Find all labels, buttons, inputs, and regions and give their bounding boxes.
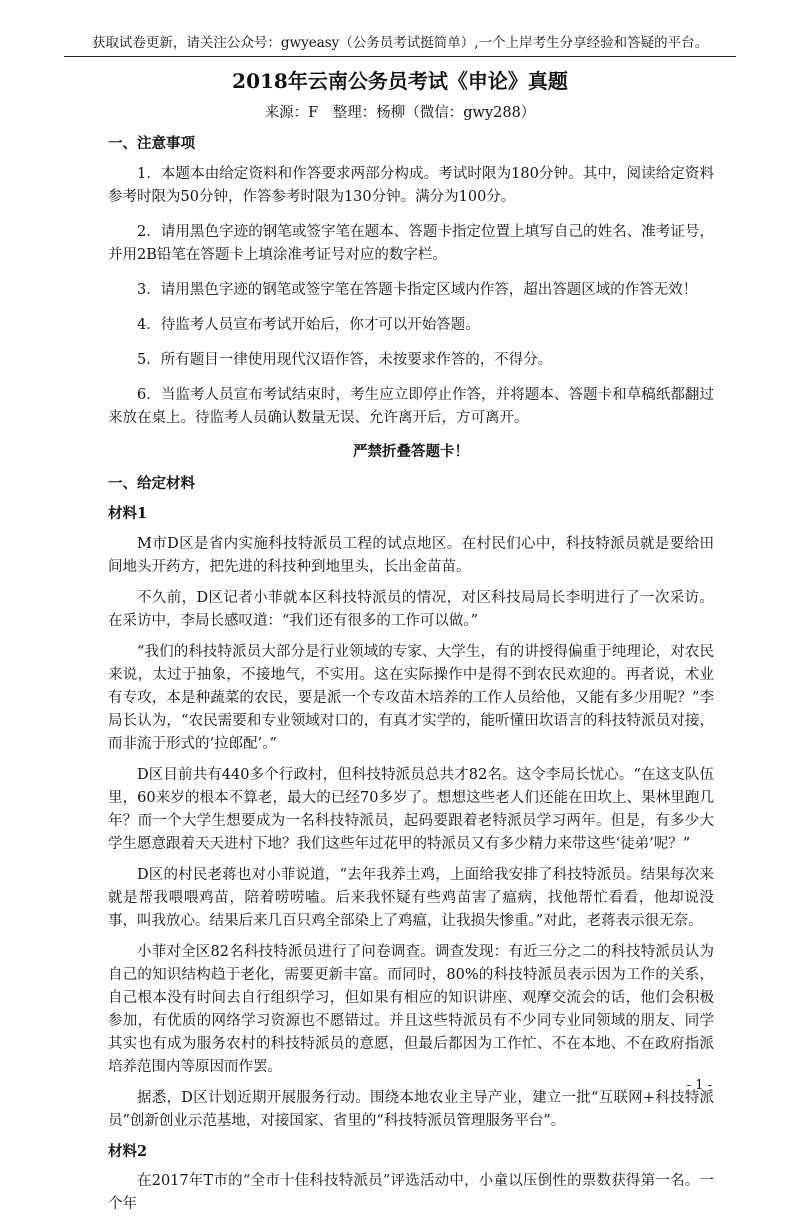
page-header: 获取试卷更新，请关注公众号：gwyeasy（公务员考试挺简单）,一个上岸考生分享经验和答疑的平台。 — [64, 30, 736, 57]
source-line: 来源：F 整理：杨柳（微信：gwy288） — [264, 105, 536, 121]
notice-item-4: 4．待监考人员宣布考试开始后，你才可以开始答题。 — [137, 317, 480, 333]
notice-item-1: 1．本题本由给定资料和作答要求两部分构成。考试时限为180分钟。其中，阅读给定资料参考时限为50分钟，作答参考时限为130分钟。满分为100分。 — [108, 166, 714, 205]
section-heading-materials: 一、给定材料 — [108, 475, 195, 492]
material-1-paragraph: D区的村民老蒋也对小菲说道，“去年我养土鸡，上面给我安排了科技特派员。结果每次来就是帮我喂喂鸡苗，陪着唠唠嗑。后来我怀疑有些鸡苗害了瘟病，找他帮忙看看，他却说没事，叫我放心。结果后来几百只鸡全部染上了鸡瘟，让我损失惨重。”对此，老蒋表示很无奈。 — [108, 867, 714, 929]
section-heading-notice: 一、注意事项 — [108, 135, 195, 152]
page-number: - 1 - — [686, 1078, 712, 1093]
document-body — [108, 130, 714, 1216]
material-1-paragraph: 不久前，D区记者小菲就本区科技特派员的情况，对区科技局局长李明进行了一次采访。在采访中，李局长感叹道：“我们还有很多的工作可以做。” — [108, 590, 714, 629]
material-1-label: 材料1 — [108, 505, 148, 522]
material-2-label: 材料2 — [108, 1143, 148, 1160]
material-1-paragraph: “我们的科技特派员大部分是行业领域的专家、大学生，有的讲授得偏重于纯理论，对农民来说，太过于抽象，不接地气，不实用。这在实际操作中是得不到农民欢迎的。再者说，术业有专攻，本是种蔬菜的农民，要是派一个专攻苗木培养的工作人员给他，又能有多少用呢？”李局长认为，“农民需要和专业领域对口的，有真才实学的，能听懂田坎语言的科技特派员对接，而非流于形式的‘拉郎配’。” — [108, 644, 714, 752]
material-2-paragraph: 在2017年T市的“全市十佳科技特派员”评选活动中，小童以压倒性的票数获得第一名。一个年 — [108, 1173, 714, 1212]
notice-item-6: 6．当监考人员宣布考试结束时，考生应立即停止作答，并将题本、答题卡和草稿纸都翻过来放在桌上。待监考人员确认数量无误、允许离开后，方可离开。 — [108, 387, 714, 426]
material-1-paragraph: 小菲对全区82名科技特派员进行了问卷调查。调查发现：有近三分之二的科技特派员认为自己的知识结构趋于老化，需要更新丰富。而同时，80%的科技特派员表示因为工作的关系，自己根本没有时间去自行组织学习，但如果有相应的知识讲座、观摩交流会的话，他们会积极参加，有优质的网络学习资源也不愿错过。并且这些特派员有不少同专业同领域的朋友、同学其实也有成为服务农村的科技特派员的意愿，但最后都因为工作忙、不在本地、不在政府指派培养范围内等原因而作罢。 — [108, 944, 714, 1075]
notice-item-3: 3．请用黑色字迹的钢笔或签字笔在答题卡指定区域内作答，超出答题区域的作答无效！ — [137, 282, 698, 298]
material-1-paragraph: 据悉，D区计划近期开展服务行动。围绕本地农业主导产业，建立一批“互联网+科技特派员”创新创业示范基地，对接国家、省里的“科技特派员管理服务平台”。 — [108, 1090, 714, 1129]
notice-item-2: 2．请用黑色字迹的钢笔或签字笔在题本、答题卡指定位置上填写自己的姓名、准考证号，并用2B铅笔在答题卡上填涂准考证号对应的数字栏。 — [108, 224, 714, 263]
material-1-paragraph: M市D区是省内实施科技特派员工程的试点地区。在村民们心中，科技特派员就是要给田间地头开药方，把先进的科技种到地里头，长出金苗苗。 — [108, 536, 714, 575]
notice-item-5: 5．所有题目一律使用现代汉语作答，未按要求作答的，不得分。 — [137, 352, 553, 368]
material-1-paragraph: D区目前共有440多个行政村，但科技特派员总共才82名。这令李局长忧心。“在这支队伍里，60来岁的根本不算老，最大的已经70多岁了。想想这些老人们还能在田坎上、果林里跑几年？而一个大学生想要成为一名科技特派员，起码要跟着老特派员学习两年。但是，有多少大学生愿意跟着天天进村下地？我们这些年过花甲的特派员又有多少精力来带这些‘徒弟’呢？” — [108, 767, 714, 852]
warning-text: 严禁折叠答题卡！ — [353, 443, 469, 460]
page-title: 2018年云南公务员考试《申论》真题 — [232, 69, 568, 93]
